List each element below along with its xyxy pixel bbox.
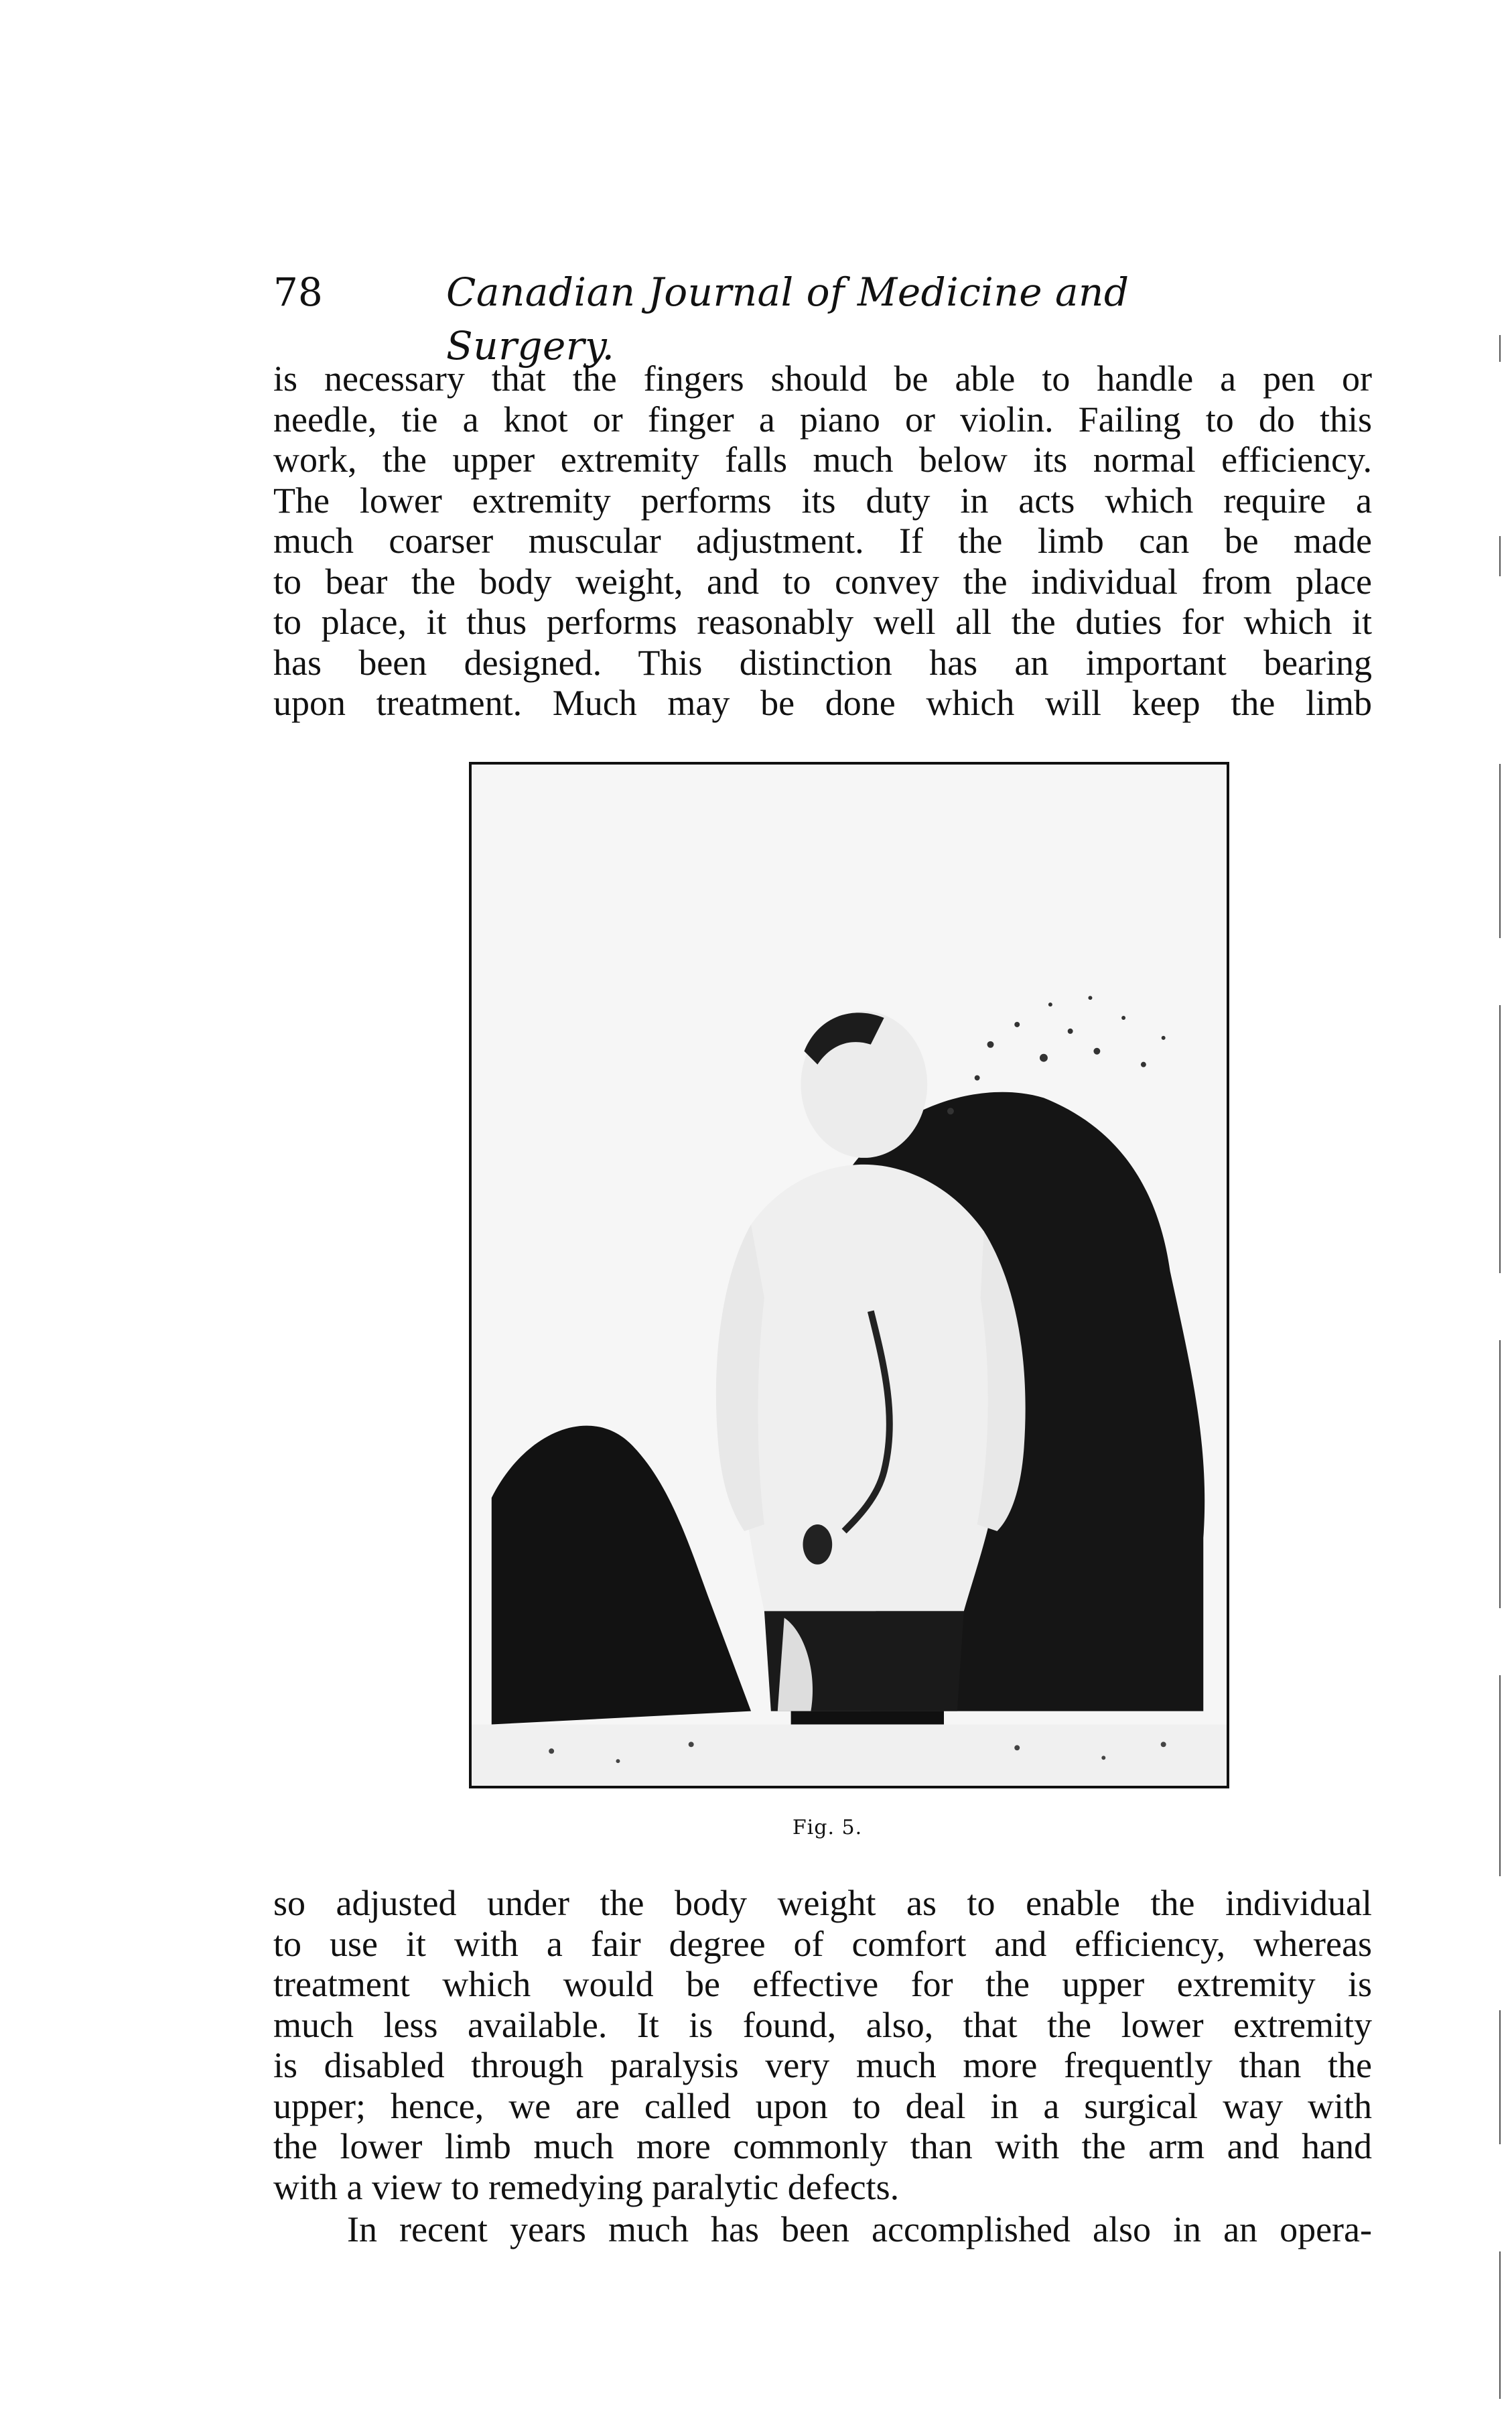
running-title: Canadian Journal of Medicine and Surgery. [446, 269, 1129, 369]
page-header [273, 265, 1251, 369]
page-number: 78 [273, 269, 323, 315]
text-line: upper; hence, we are called upon to deal in a surgical way with [273, 2085, 1372, 2126]
text-line: to use it with a fair degree of comfort and efficiency, whereas [273, 1923, 1372, 1964]
text-line: with a view to remedying paralytic defects. [273, 2166, 900, 2207]
text-line: to bear the body weight, and to convey the individual from place [273, 561, 1372, 602]
text-line: so adjusted under the body weight as to enable the individual [273, 1883, 1372, 1923]
paragraph-top [273, 358, 1372, 724]
text-line: work, the upper extremity falls much below its normal efficiency. [273, 440, 1372, 480]
text-line: upon treatment. Much may be done which will keep the limb [273, 683, 1372, 723]
text-line: much coarser muscular adjustment. If the limb can be made [273, 521, 1372, 561]
figure-photograph [469, 762, 1229, 1788]
figure-illustration [472, 765, 1227, 1786]
text-line: is disabled through paralysis very much more frequently than the [273, 2045, 1372, 2085]
text-line: to place, it thus performs reasonably well all the duties for which it [273, 602, 1372, 642]
text-line: the lower limb much more commonly than with the arm and hand [273, 2126, 1372, 2166]
text-line: is necessary that the fingers should be able to handle a pen or [273, 358, 1372, 399]
text-line: needle, tie a knot or finger a piano or violin. Failing to do this [273, 399, 1372, 440]
text-line: The lower extremity performs its duty in acts which require a [273, 480, 1372, 521]
text-line: treatment which would be effective for the upper extremity is [273, 1964, 1372, 2004]
figure-caption: Fig. 5. [792, 1816, 863, 1839]
scan-edge-marks [1495, 335, 1505, 2399]
paragraph-bottom [273, 1883, 1372, 2207]
text-line: In recent years much has been accomplished also in an opera- [347, 2209, 1372, 2249]
paragraph-last [273, 2209, 1372, 2250]
text-line: has been designed. This distinction has an important bearing [273, 642, 1372, 683]
text-line: much less available. It is found, also, that the lower extremity [273, 2004, 1372, 2045]
